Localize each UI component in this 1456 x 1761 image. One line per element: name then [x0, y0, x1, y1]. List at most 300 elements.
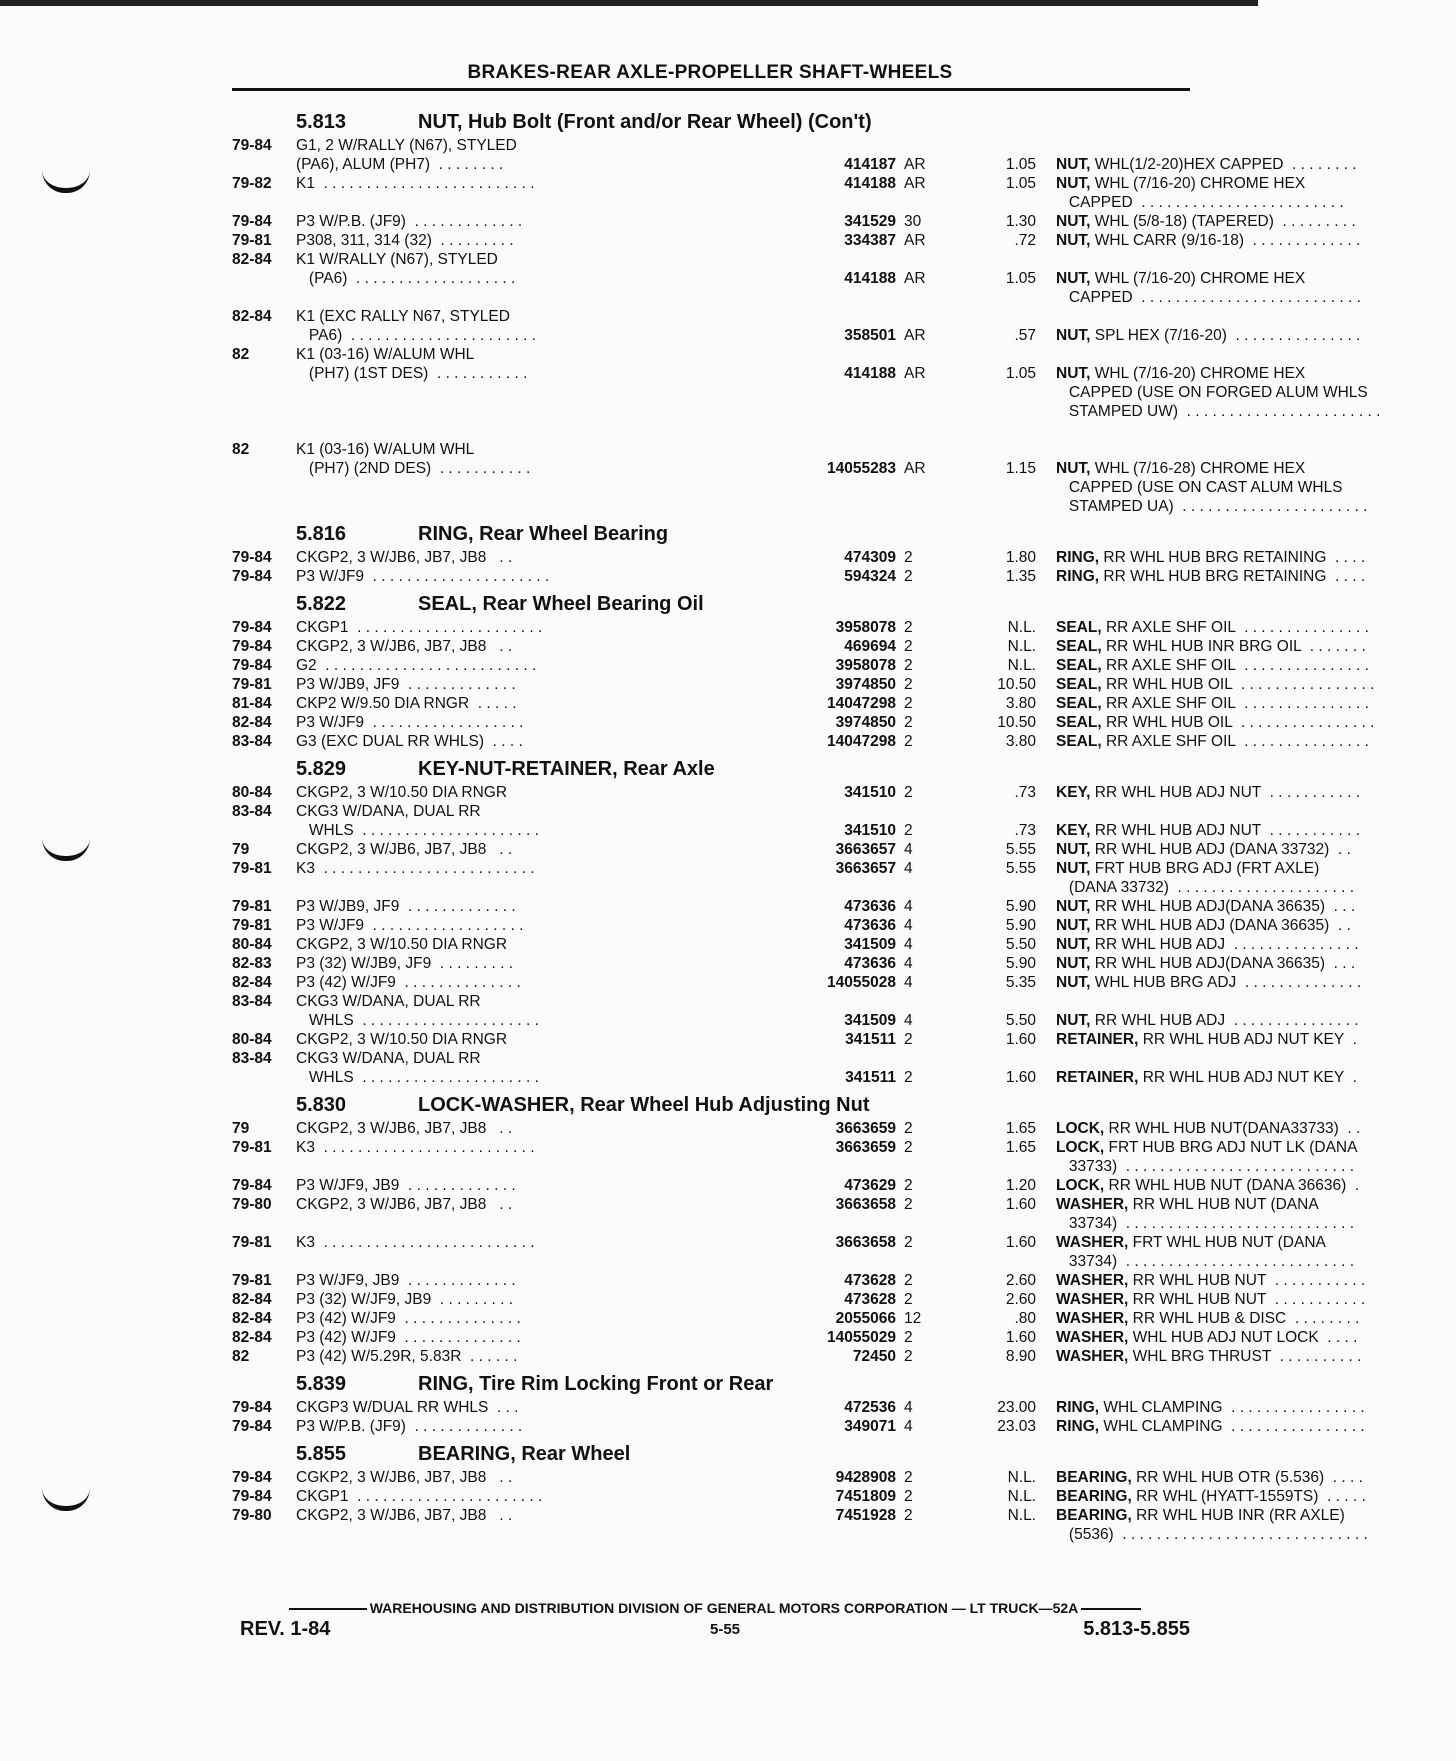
part-row: [226, 973, 1362, 992]
quantity: 4: [904, 841, 913, 858]
quantity: 2: [904, 619, 913, 636]
application: CKG3 W/DANA, DUAL RR: [296, 993, 481, 1010]
price: 1.05: [1005, 175, 1036, 192]
part-row: [226, 326, 1361, 345]
section-number: 5.830: [296, 1094, 347, 1116]
year-range: 79-81: [232, 860, 272, 877]
section-title: [226, 108, 1196, 136]
part-number: 472536: [844, 1399, 896, 1416]
description-keyword: SEAL,: [1056, 638, 1102, 655]
price: 1.60: [1005, 1329, 1036, 1346]
application: (PH7) (1ST DES) . . . . . . . . . . .: [296, 365, 528, 382]
part-row: [226, 136, 1196, 155]
price: 1.60: [1005, 1031, 1036, 1048]
quantity: 4: [904, 936, 913, 953]
description: [1056, 1468, 1456, 1487]
quantity: 2: [904, 1139, 913, 1156]
description-keyword: SEAL,: [1056, 676, 1102, 693]
price: 5.90: [1005, 955, 1036, 972]
section-title: [226, 1091, 1196, 1119]
year-range: 79-84: [232, 137, 272, 154]
page-footer: [240, 1600, 1190, 1644]
footer-meta: [240, 1618, 1190, 1644]
description-text: RR WHL HUB NUT . . . . . . . . . . .: [1132, 1272, 1366, 1289]
quantity: 4: [904, 1399, 913, 1416]
catalog-section: [226, 108, 1381, 516]
quantity: 4: [904, 917, 913, 934]
description-keyword: WASHER,: [1056, 1310, 1129, 1327]
year-range: 82-84: [232, 714, 272, 731]
price: 1.30: [1005, 213, 1036, 230]
section-name: NUT, Hub Bolt (Front and/or Rear Wheel) (Con't): [418, 111, 872, 133]
part-row: [226, 1309, 1360, 1328]
part-row: [226, 897, 1356, 916]
description-text: RR WHL HUB ADJ . . . . . . . . . . . . . . .: [1094, 936, 1359, 953]
part-row: [226, 497, 1368, 516]
footer-rule-left: [289, 1608, 367, 1610]
description: [1056, 1195, 1456, 1214]
quantity: 2: [904, 549, 913, 566]
year-range: 79-84: [232, 1488, 272, 1505]
description-keyword: SEAL,: [1056, 695, 1102, 712]
description-keyword: WASHER,: [1056, 1348, 1129, 1365]
description: [1056, 1233, 1456, 1252]
application: P3 (42) W/JF9 . . . . . . . . . . . . . .: [296, 1310, 521, 1327]
application: P3 W/JF9 . . . . . . . . . . . . . . . . . .: [296, 917, 524, 934]
description-text: RR WHL HUB ADJ (DANA 36635) . .: [1094, 917, 1351, 934]
catalog-section: [226, 590, 1375, 751]
description: [1056, 783, 1456, 802]
application: CKGP1 . . . . . . . . . . . . . . . . . . . . . .: [296, 619, 543, 636]
part-number: 3974850: [835, 676, 896, 693]
part-number: 358501: [844, 327, 896, 344]
year-range: 79: [232, 1120, 250, 1137]
description: [1056, 1328, 1456, 1347]
price: 5.35: [1005, 974, 1036, 991]
year-range: 82: [232, 346, 250, 363]
quantity: 2: [904, 1031, 913, 1048]
quantity: AR: [904, 460, 926, 477]
description-text: RR WHL HUB ADJ NUT . . . . . . . . . . .: [1094, 784, 1361, 801]
part-row: [226, 155, 1357, 174]
application: P3 (42) W/5.29R, 5.83R . . . . . .: [296, 1348, 518, 1365]
price: N.L.: [1007, 1507, 1036, 1524]
description-text: 33733) . . . . . . . . . . . . . . . . . . . . . . . . . . .: [1056, 1158, 1355, 1175]
catalog-section: [226, 1091, 1366, 1366]
year-range: 79-81: [232, 232, 272, 249]
application: CKGP2, 3 W/JB6, JB7, JB8 . .: [296, 1507, 513, 1524]
description-text: RR WHL HUB NUT (DANA: [1132, 1196, 1319, 1213]
description-text: RR WHL HUB NUT . . . . . . . . . . .: [1132, 1291, 1366, 1308]
part-row: [226, 802, 1196, 821]
year-range: 79-81: [232, 898, 272, 915]
section-name: RING, Tire Rim Locking Front or Rear: [418, 1373, 774, 1395]
price: N.L.: [1007, 638, 1036, 655]
price: N.L.: [1007, 1488, 1036, 1505]
price: 8.90: [1005, 1348, 1036, 1365]
application: CKGP2, 3 W/JB6, JB7, JB8 . .: [296, 841, 513, 858]
section-name: KEY-NUT-RETAINER, Rear Axle: [418, 758, 715, 780]
year-range: 82-84: [232, 308, 272, 325]
binder-hole-mark: [42, 1488, 90, 1511]
application: P3 (32) W/JF9, JB9 . . . . . . . . .: [296, 1291, 514, 1308]
description: [1056, 656, 1456, 675]
part-row: [226, 1417, 1365, 1436]
year-range: 79-81: [232, 1139, 272, 1156]
section-title: [226, 520, 1196, 548]
year-range: 79-80: [232, 1196, 272, 1213]
part-number: 14055029: [827, 1329, 896, 1346]
description: [1056, 1157, 1456, 1176]
description-keyword: NUT,: [1056, 860, 1091, 877]
description-keyword: KEY,: [1056, 784, 1091, 801]
description-text: RR WHL HUB ADJ NUT . . . . . . . . . . .: [1094, 822, 1361, 839]
description: [1056, 1487, 1456, 1506]
quantity: 4: [904, 974, 913, 991]
part-number: 3663659: [835, 1120, 896, 1137]
description-text: RR WHL (HYATT-1559TS) . . . . .: [1136, 1488, 1366, 1505]
description-keyword: NUT,: [1056, 365, 1091, 382]
application: CKG3 W/DANA, DUAL RR: [296, 1050, 481, 1067]
application: G1, 2 W/RALLY (N67), STYLED: [296, 137, 517, 154]
catalog-section: [226, 755, 1362, 1087]
description-text: RR AXLE SHF OIL . . . . . . . . . . . . . . .: [1105, 733, 1369, 750]
description-text: RR WHL HUB INR BRG OIL . . . . . . .: [1105, 638, 1366, 655]
year-range: 79-81: [232, 1234, 272, 1251]
part-row: [226, 1290, 1366, 1309]
description-text: RR WHL HUB OTR (5.536) . . . .: [1136, 1469, 1363, 1486]
application: K1 W/RALLY (N67), STYLED: [296, 251, 498, 268]
description-text: WHL (5/8-18) (TAPERED) . . . . . . . . .: [1094, 213, 1356, 230]
application: CKGP1 . . . . . . . . . . . . . . . . . . . . . .: [296, 1488, 543, 1505]
year-range: 79-84: [232, 1177, 272, 1194]
section-title: [226, 1370, 1196, 1398]
part-number: 414188: [844, 365, 896, 382]
description-text: RR WHL HUB & DISC . . . . . . . .: [1132, 1310, 1360, 1327]
part-row: [226, 364, 1306, 383]
part-number: 3958078: [835, 657, 896, 674]
section-number: 5.813: [296, 111, 347, 133]
description-text: RR WHL HUB OIL . . . . . . . . . . . . . . . .: [1105, 714, 1375, 731]
description: [1056, 1525, 1456, 1544]
application: CKGP2, 3 W/10.50 DIA RNGR: [296, 1031, 508, 1048]
description-keyword: SEAL,: [1056, 733, 1102, 750]
application: K1 (03-16) W/ALUM WHL: [296, 346, 475, 363]
quantity: 2: [904, 733, 913, 750]
description-text: (DANA 33732) . . . . . . . . . . . . . . . . . . . . .: [1056, 879, 1355, 896]
application: CKP2 W/9.50 DIA RNGR . . . . .: [296, 695, 517, 712]
description-keyword: SEAL,: [1056, 657, 1102, 674]
description-keyword: NUT,: [1056, 460, 1091, 477]
part-row: [226, 878, 1355, 897]
part-row: [226, 1030, 1357, 1049]
description-keyword: RING,: [1056, 1418, 1100, 1435]
description-text: CAPPED . . . . . . . . . . . . . . . . . . . . . . . . . .: [1056, 289, 1361, 306]
application: CKGP2, 3 W/JB6, JB7, JB8 . .: [296, 1120, 513, 1137]
application: K1 (03-16) W/ALUM WHL: [296, 441, 475, 458]
description: [1056, 1309, 1456, 1328]
year-range: 79-80: [232, 1507, 272, 1524]
price: 1.05: [1005, 270, 1036, 287]
part-number: 9428908: [835, 1469, 896, 1486]
application: P3 W/P.B. (JF9) . . . . . . . . . . . . .: [296, 213, 523, 230]
description: [1056, 916, 1456, 935]
quantity: 2: [904, 1196, 913, 1213]
year-range: 83-84: [232, 733, 272, 750]
section-name: RING, Rear Wheel Bearing: [418, 523, 669, 545]
part-row: [226, 656, 1369, 675]
description-text: STAMPED UA) . . . . . . . . . . . . . . . . . . . . . .: [1056, 498, 1368, 515]
part-row: [226, 231, 1361, 250]
price: 1.80: [1005, 549, 1036, 566]
description-text: RR WHL HUB ADJ (DANA 33732) . .: [1094, 841, 1351, 858]
description: [1056, 1068, 1456, 1087]
page-number: 5-55: [710, 1621, 741, 1638]
part-row: [226, 174, 1306, 193]
description-text: SPL HEX (7/16-20) . . . . . . . . . . . . . . .: [1094, 327, 1361, 344]
price: 23.03: [997, 1418, 1036, 1435]
description-text: WHL(1/2-20)HEX CAPPED . . . . . . . .: [1094, 156, 1357, 173]
part-number: 473628: [844, 1272, 896, 1289]
section-title: [226, 755, 1196, 783]
year-range: 82: [232, 1348, 250, 1365]
description-keyword: NUT,: [1056, 955, 1091, 972]
price: 3.80: [1005, 733, 1036, 750]
footer-rule-right: [1081, 1608, 1141, 1610]
part-number: 14055283: [827, 460, 896, 477]
part-number: 473636: [844, 955, 896, 972]
part-number: 473636: [844, 917, 896, 934]
part-row: [226, 1157, 1355, 1176]
description: [1056, 174, 1456, 193]
description-text: WHL HUB BRG ADJ . . . . . . . . . . . . . .: [1094, 974, 1362, 991]
section-range: 5.813-5.855: [1083, 1618, 1190, 1640]
application: K3 . . . . . . . . . . . . . . . . . . . . . . . . .: [296, 860, 535, 877]
quantity: 4: [904, 1418, 913, 1435]
section-number: 5.829: [296, 758, 347, 780]
description: [1056, 1271, 1456, 1290]
part-number: 7451809: [835, 1488, 896, 1505]
price: N.L.: [1007, 619, 1036, 636]
quantity: AR: [904, 156, 926, 173]
part-row: [226, 1049, 1196, 1068]
year-range: 82-84: [232, 1310, 272, 1327]
part-number: 414187: [844, 156, 896, 173]
header-rule: [232, 88, 1190, 91]
section-number: 5.816: [296, 523, 347, 545]
part-number: 334387: [844, 232, 896, 249]
part-row: [226, 954, 1356, 973]
quantity: 2: [904, 1348, 913, 1365]
description-keyword: NUT,: [1056, 175, 1091, 192]
description: [1056, 497, 1456, 516]
part-number: 473636: [844, 898, 896, 915]
description-keyword: NUT,: [1056, 974, 1091, 991]
price: 1.60: [1005, 1069, 1036, 1086]
price: 1.05: [1005, 365, 1036, 382]
description-keyword: RETAINER,: [1056, 1069, 1139, 1086]
part-row: [226, 713, 1375, 732]
year-range: 81-84: [232, 695, 272, 712]
description-keyword: NUT,: [1056, 841, 1091, 858]
part-row: [226, 1138, 1358, 1157]
description: [1056, 383, 1456, 402]
description-text: RR WHL HUB BRG RETAINING . . . .: [1103, 549, 1366, 566]
quantity: 4: [904, 955, 913, 972]
part-number: 473628: [844, 1291, 896, 1308]
description-keyword: NUT,: [1056, 213, 1091, 230]
price: N.L.: [1007, 657, 1036, 674]
price: 1.35: [1005, 568, 1036, 585]
part-row: [226, 1525, 1368, 1544]
application: P3 W/JB9, JF9 . . . . . . . . . . . . .: [296, 676, 516, 693]
quantity: 2: [904, 638, 913, 655]
year-range: 82-84: [232, 1291, 272, 1308]
description-keyword: NUT,: [1056, 270, 1091, 287]
year-range: 82-84: [232, 974, 272, 991]
part-row: [226, 637, 1366, 656]
price: 5.55: [1005, 860, 1036, 877]
description: [1056, 269, 1456, 288]
section-number: 5.839: [296, 1373, 347, 1395]
year-range: 79-81: [232, 917, 272, 934]
application: P3 (42) W/JF9 . . . . . . . . . . . . . .: [296, 974, 521, 991]
price: 1.20: [1005, 1177, 1036, 1194]
part-row: [226, 421, 1196, 440]
description-keyword: NUT,: [1056, 1012, 1091, 1029]
description-keyword: RING,: [1056, 1399, 1100, 1416]
revision-label: REV. 1-84: [240, 1618, 331, 1640]
application: (PA6), ALUM (PH7) . . . . . . . .: [296, 156, 504, 173]
description-keyword: NUT,: [1056, 936, 1091, 953]
part-row: [226, 1119, 1361, 1138]
description: [1056, 1347, 1456, 1366]
price: 10.50: [997, 714, 1036, 731]
description-text: CAPPED (USE ON CAST ALUM WHLS: [1056, 479, 1343, 496]
part-number: 3663658: [835, 1234, 896, 1251]
part-number: 3958078: [835, 619, 896, 636]
year-range: 80-84: [232, 1031, 272, 1048]
part-number: 3663657: [835, 860, 896, 877]
price: 23.00: [997, 1399, 1036, 1416]
description-text: WHL HUB ADJ NUT LOCK . . . .: [1132, 1329, 1358, 1346]
part-row: [226, 1328, 1358, 1347]
description-text: FRT HUB BRG ADJ NUT LK (DANA: [1108, 1139, 1358, 1156]
description: [1056, 364, 1456, 383]
page-header: BRAKES-REAR AXLE-PROPELLER SHAFT-WHEELS: [467, 62, 953, 83]
quantity: 2: [904, 695, 913, 712]
description: [1056, 1030, 1456, 1049]
part-row: [226, 383, 1368, 402]
quantity: AR: [904, 365, 926, 382]
description-text: RR WHL HUB ADJ NUT KEY .: [1142, 1031, 1357, 1048]
description-text: RR WHL HUB INR (RR AXLE): [1136, 1507, 1345, 1524]
description: [1056, 231, 1456, 250]
year-range: 79-82: [232, 175, 272, 192]
application: WHLS . . . . . . . . . . . . . . . . . . . . .: [296, 1012, 539, 1029]
description: [1056, 637, 1456, 656]
part-number: 414188: [844, 270, 896, 287]
part-number: 341529: [844, 213, 896, 230]
description-keyword: SEAL,: [1056, 619, 1102, 636]
description: [1056, 1138, 1456, 1157]
description: [1056, 1398, 1456, 1417]
application: K3 . . . . . . . . . . . . . . . . . . . . . . . . .: [296, 1234, 535, 1251]
part-number: 341509: [844, 1012, 896, 1029]
description-keyword: RING,: [1056, 568, 1100, 585]
description: [1056, 840, 1456, 859]
price: 5.50: [1005, 936, 1036, 953]
price: 1.60: [1005, 1196, 1036, 1213]
part-number: 341511: [845, 1069, 896, 1086]
description-text: WHL CLAMPING . . . . . . . . . . . . . . . .: [1103, 1399, 1365, 1416]
part-row: [226, 1271, 1366, 1290]
application: CKGP2, 3 W/10.50 DIA RNGR: [296, 784, 508, 801]
description-keyword: WASHER,: [1056, 1196, 1129, 1213]
description-text: RR WHL HUB OIL . . . . . . . . . . . . . . . .: [1105, 676, 1375, 693]
quantity: AR: [904, 175, 926, 192]
description-keyword: KEY,: [1056, 822, 1091, 839]
quantity: 2: [904, 676, 913, 693]
description: [1056, 1417, 1456, 1436]
description: [1056, 1506, 1456, 1525]
description: [1056, 694, 1456, 713]
description-keyword: RETAINER,: [1056, 1031, 1139, 1048]
description-text: RR WHL HUB ADJ(DANA 36635) . . .: [1094, 898, 1356, 915]
part-row: [226, 935, 1359, 954]
quantity: 2: [904, 1069, 913, 1086]
quantity: 2: [904, 714, 913, 731]
part-number: 3974850: [835, 714, 896, 731]
part-row: [226, 212, 1356, 231]
year-range: 82-84: [232, 1329, 272, 1346]
price: 2.60: [1005, 1272, 1036, 1289]
year-range: 79-84: [232, 619, 272, 636]
description-text: WHL (7/16-20) CHROME HEX: [1094, 175, 1306, 192]
year-range: 79-84: [232, 213, 272, 230]
application: G3 (EXC DUAL RR WHLS) . . . .: [296, 733, 523, 750]
binder-hole-mark: [42, 170, 90, 193]
quantity: AR: [904, 327, 926, 344]
application: P3 W/JF9 . . . . . . . . . . . . . . . . . .: [296, 714, 524, 731]
quantity: 2: [904, 568, 913, 585]
part-row: [226, 345, 1196, 364]
description-keyword: BEARING,: [1056, 1488, 1132, 1505]
part-row: [226, 840, 1351, 859]
year-range: 79: [232, 841, 250, 858]
description: [1056, 821, 1456, 840]
quantity: 30: [904, 213, 922, 230]
quantity: 2: [904, 1272, 913, 1289]
quantity: 4: [904, 1012, 913, 1029]
price: 2.60: [1005, 1291, 1036, 1308]
price: 5.55: [1005, 841, 1036, 858]
part-number: 473629: [844, 1177, 896, 1194]
description: [1056, 713, 1456, 732]
binder-hole-mark: [42, 838, 90, 861]
section-title: [226, 1440, 1196, 1468]
description: [1056, 326, 1456, 345]
quantity: 2: [904, 822, 913, 839]
part-row: [226, 402, 1381, 421]
year-range: 79-84: [232, 568, 272, 585]
application: (PA6) . . . . . . . . . . . . . . . . . . .: [296, 270, 516, 287]
year-range: 83-84: [232, 993, 272, 1010]
part-row: [226, 548, 1366, 567]
part-row: [226, 694, 1369, 713]
description: [1056, 1011, 1456, 1030]
part-number: 3663659: [835, 1139, 896, 1156]
